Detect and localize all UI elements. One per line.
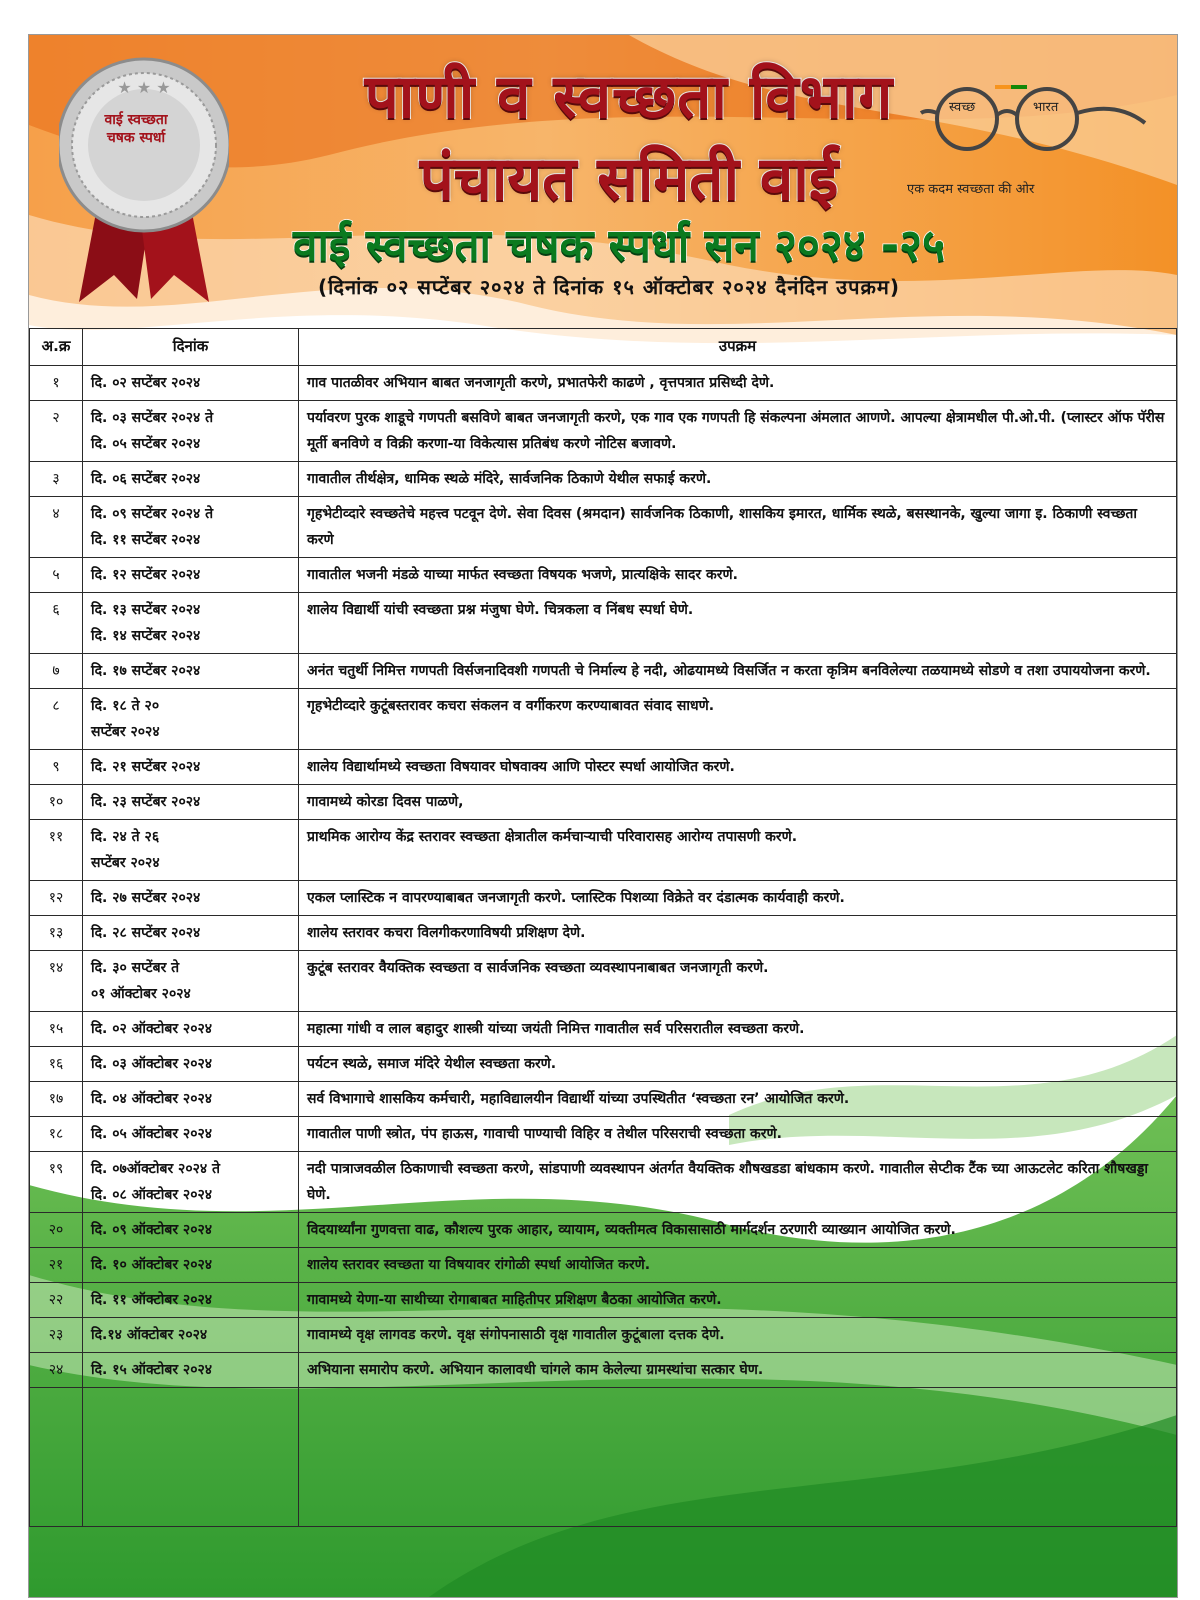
date-line: दि. २४ ते २६ <box>91 829 160 845</box>
page-title-department: पाणी व स्वच्छता विभाग <box>364 62 894 132</box>
activity-description: शालेय स्तरावर कचरा विलगीकरणाविषयी प्रशिक्षण देणे. <box>299 916 1177 951</box>
table-row <box>30 1117 1177 1152</box>
activity-date <box>83 750 299 785</box>
activity-description: एकल प्लास्टिक न वापरण्याबाबत जनजागृती करणे. प्लास्टिक पिशव्या विक्रेते वर दंडात्मक कार्यवाही करणे. <box>299 881 1177 916</box>
activity-date <box>83 1213 299 1248</box>
activity-date <box>83 462 299 497</box>
activity-date <box>83 1248 299 1283</box>
activity-description: गावामध्ये वृक्ष लागवड करणे. वृक्ष संगोपनासाठी वृक्ष गावातील कुटूंबाला दत्तक देणे. <box>299 1318 1177 1353</box>
activity-date <box>83 654 299 689</box>
table-row <box>30 366 1177 401</box>
serial-number: ३ <box>30 462 83 497</box>
activity-date <box>83 1353 299 1388</box>
activity-description: पर्यावरण पुरक शाडूचे गणपती बसविणे बाबत जनजागृती करणे, एक गाव एक गणपती हि संकल्पना अंमलात आणणे. आपल्या क्षेत्रामधील पी.ओ.पी. (प्लास्टर ऑफ पॅरीस मूर्ती बनविणे व विक्री करणा-या विकेत्यास प्रतिबंध करणे नोटिस बजावणे. <box>299 401 1177 462</box>
table-row <box>30 558 1177 593</box>
date-line: दि. ०३ सप्टेंबर २०२४ ते <box>91 410 214 426</box>
activity-description: गावामध्ये कोरडा दिवस पाळणे, <box>299 785 1177 820</box>
activity-schedule-table <box>29 328 1177 1527</box>
serial-number: २० <box>30 1213 83 1248</box>
date-line: सप्टेंबर २०२४ <box>91 855 160 871</box>
activity-description: गृहभेटीव्दारे कुटूंबस्तरावर कचरा संकलन व वर्गीकरण करण्याबावत संवाद साधणे. <box>299 689 1177 750</box>
date-line: दि. २८ सप्टेंबर २०२४ <box>91 925 201 941</box>
activity-description: शालेय विद्यार्थामध्ये स्वच्छता विषयावर घोषवाक्य आणि पोस्टर स्पर्धा आयोजित करणे. <box>299 750 1177 785</box>
serial-number: २१ <box>30 1248 83 1283</box>
serial-number: ४ <box>30 497 83 558</box>
table-row <box>30 1152 1177 1213</box>
date-line: दि. ११ ऑक्टोबर २०२४ <box>91 1292 213 1308</box>
table-header-row <box>30 329 1177 366</box>
logo-tagline: एक कदम स्वच्छता की ओर <box>907 182 1035 197</box>
serial-number: २२ <box>30 1283 83 1318</box>
activity-description: गावामध्ये येणा-या साथीच्या रोगाबाबत माहितीपर प्रशिक्षण बैठका आयोजित करणे. <box>299 1283 1177 1318</box>
spectacles-icon <box>897 83 1147 173</box>
medal-label <box>83 111 189 147</box>
date-line: दि. ०९ ऑक्टोबर २०२४ <box>91 1222 213 1238</box>
serial-number: १७ <box>30 1082 83 1117</box>
table-row <box>30 1213 1177 1248</box>
empty-table-row <box>30 1388 1177 1527</box>
activity-date <box>83 1283 299 1318</box>
serial-number: ७ <box>30 654 83 689</box>
serial-number: १२ <box>30 881 83 916</box>
activity-description: शालेय स्तरावर स्वच्छता या विषयावर रांगोळी स्पर्धा आयोजित करणे. <box>299 1248 1177 1283</box>
activity-date <box>83 951 299 1012</box>
date-line: दि. ०२ सप्टेंबर २०२४ <box>91 375 201 391</box>
serial-number: १९ <box>30 1152 83 1213</box>
activity-date <box>83 881 299 916</box>
date-line: दि. ०२ ऑक्टोबर २०२४ <box>91 1021 213 1037</box>
date-line: दि. ०४ ऑक्टोबर २०२४ <box>91 1091 213 1107</box>
empty-cell <box>83 1388 299 1527</box>
activity-date <box>83 558 299 593</box>
date-line: दि. ०५ ऑक्टोबर २०२४ <box>91 1126 213 1142</box>
activity-description: गावातील भजनी मंडळे याच्या मार्फत स्वच्छता विषयक भजणे, प्रात्यक्षिके सादर करणे. <box>299 558 1177 593</box>
date-line: दि. १४ सप्टेंबर २०२४ <box>91 628 201 644</box>
date-line: दि. २७ सप्टेंबर २०२४ <box>91 890 201 906</box>
activity-description: सर्व विभागाचे शासकिय कर्मचारी, महाविद्यालयीन विद्यार्थी यांच्या उपस्थितीत ‘स्वच्छता रन’ आयोजित करणे. <box>299 1082 1177 1117</box>
activity-description: अनंत चतुर्थी निमित्त गणपती विर्सजनादिवशी गणपती चे निर्माल्य हे नदी, ओढयामध्ये विसर्जित न करता कृत्रिम बनविलेल्या तळयामध्ये सोडणे व तशा उपाययोजना करणे. <box>299 654 1177 689</box>
empty-cell <box>299 1388 1177 1527</box>
activity-description: पर्यटन स्थळे, समाज मंदिरे येथील स्वच्छता करणे. <box>299 1047 1177 1082</box>
table-row <box>30 1248 1177 1283</box>
activity-date <box>83 1152 299 1213</box>
date-line: सप्टेंबर २०२४ <box>91 724 160 740</box>
date-line: दि. १८ ते २० <box>91 698 160 714</box>
activity-description: नदी पात्राजवळील ठिकाणाची स्वच्छता करणे, सांडपाणी व्यवस्थापन अंतर्गत वैयक्तिक शौषखडडा बांधकाम करणे. गावातील सेप्टीक टैंक च्या आऊटलेट करिता शौषखड्डा घेणे. <box>299 1152 1177 1213</box>
activity-date <box>83 689 299 750</box>
date-line: ०१ ऑक्टोबर २०२४ <box>91 986 191 1002</box>
date-line: दि. २३ सप्टेंबर २०२४ <box>91 794 201 810</box>
serial-number: १० <box>30 785 83 820</box>
activity-date <box>83 1047 299 1082</box>
date-line: दि. १७ सप्टेंबर २०२४ <box>91 663 201 679</box>
activity-description: विदयार्थ्यांना गुणवत्ता वाढ, कौशल्य पुरक आहार, व्यायाम, व्यक्तीमत्व विकासासाठी मार्गदर्शन ठरणारी व्याख्यान आयोजित करणे. <box>299 1213 1177 1248</box>
serial-number: ८ <box>30 689 83 750</box>
table-row <box>30 1082 1177 1117</box>
activity-date <box>83 401 299 462</box>
table-row <box>30 916 1177 951</box>
date-range-subtitle: (दिनांक ०२ सप्टेंबर २०२४ ते दिनांक १५ ऑक्टोबर २०२४ दैनंदिन उपक्रम) <box>318 275 900 299</box>
activity-date <box>83 1082 299 1117</box>
activity-description: अभियाना समारोप करणे. अभियान कालावधी चांगले काम केलेल्या ग्रामस्थांचा सत्कार घेण. <box>299 1353 1177 1388</box>
table-row <box>30 593 1177 654</box>
table-row <box>30 951 1177 1012</box>
table-row <box>30 881 1177 916</box>
activity-description: कुटूंब स्तरावर वैयक्तिक स्वच्छता व सार्वजनिक स्वच्छता व्यवस्थापनाबाबत जनजागृती करणे. <box>299 951 1177 1012</box>
serial-number: १४ <box>30 951 83 1012</box>
medal-text-line2: चषक स्पर्धा <box>106 130 166 146</box>
date-line: दि. ०९ सप्टेंबर २०२४ ते <box>91 506 214 522</box>
activity-date <box>83 916 299 951</box>
page-title-office: पंचायत समिती वाई <box>419 144 839 214</box>
serial-number: १८ <box>30 1117 83 1152</box>
activity-date <box>83 497 299 558</box>
activity-date <box>83 1318 299 1353</box>
serial-number: १६ <box>30 1047 83 1082</box>
swachh-bharat-logo <box>897 83 1147 213</box>
serial-number: २३ <box>30 1318 83 1353</box>
column-header-serial: अ.क्र <box>30 329 83 366</box>
activity-description: शालेय विद्यार्थी यांची स्वच्छता प्रश्न मंजुषा घेणे. चित्रकला व निंबध स्पर्धा घेणे. <box>299 593 1177 654</box>
table-row <box>30 1283 1177 1318</box>
table-row <box>30 497 1177 558</box>
empty-cell <box>30 1388 83 1527</box>
date-line: दि. ०३ ऑक्टोबर २०२४ <box>91 1056 213 1072</box>
table-row <box>30 689 1177 750</box>
table-row <box>30 654 1177 689</box>
serial-number: ९ <box>30 750 83 785</box>
competition-title: वाई स्वच्छता चषक स्पर्धा सन २०२४ -२५ <box>293 220 945 271</box>
serial-number: १३ <box>30 916 83 951</box>
date-line: दि. २१ सप्टेंबर २०२४ <box>91 759 201 775</box>
activity-description: गृहभेटीव्दारे स्वच्छतेचे महत्त्व पटवून देणे. सेवा दिवस (श्रमदान) सार्वजनिक ठिकाणी, शासकिय इमारत, धार्मिक स्थळे, बसस्थानके, खुल्या जागा इ. ठिकाणी स्वच्छता करणे <box>299 497 1177 558</box>
date-line: दि. १५ ऑक्टोबर २०२४ <box>91 1362 213 1378</box>
logo-text-swachh: स्वच्छ <box>949 100 976 115</box>
activity-description: गावातील पाणी स्त्रोत, पंप हाऊस, गावाची पाण्याची विहिर व तेथील परिसराची स्वच्छता करणे. <box>299 1117 1177 1152</box>
activity-date <box>83 1012 299 1047</box>
date-line: दि.१४ ऑक्टोबर २०२४ <box>91 1327 208 1343</box>
column-header-activity: उपक्रम <box>299 329 1177 366</box>
serial-number: २ <box>30 401 83 462</box>
logo-text-bharat: भारत <box>1033 100 1059 115</box>
serial-number: ११ <box>30 820 83 881</box>
table-row <box>30 750 1177 785</box>
date-line: दि. १३ सप्टेंबर २०२४ <box>91 602 201 618</box>
date-line: दि. ०८ ऑक्टोबर २०२४ <box>91 1187 213 1203</box>
activity-date <box>83 366 299 401</box>
serial-number: ५ <box>30 558 83 593</box>
activity-date <box>83 593 299 654</box>
table-row <box>30 1353 1177 1388</box>
date-line: दि. ११ सप्टेंबर २०२४ <box>91 532 201 548</box>
table-row <box>30 462 1177 497</box>
activity-description: प्राथमिक आरोग्य केंद्र स्तरावर स्वच्छता क्षेत्रातील कर्मचाऱ्याची परिवारासह आरोग्य तपासणी करणे. <box>299 820 1177 881</box>
serial-number: ६ <box>30 593 83 654</box>
date-line: दि. १० ऑक्टोबर २०२४ <box>91 1257 213 1273</box>
table-row <box>30 785 1177 820</box>
activity-description: गाव पातळीवर अभियान बाबत जनजागृती करणे, प्रभातफेरी काढणे , वृत्तपत्रात प्रसिध्दी देणे. <box>299 366 1177 401</box>
date-line: दि. ०६ सप्टेंबर २०२४ <box>91 471 201 487</box>
medal-text-line1: वाई स्वच्छता <box>104 112 168 128</box>
activity-date <box>83 820 299 881</box>
activity-description: गावातील तीर्थक्षेत्र, धामिक स्थळे मंदिरे, सार्वजनिक ठिकाणे येथील सफाई करणे. <box>299 462 1177 497</box>
table-row <box>30 1047 1177 1082</box>
svg-text:★ ★ ★: ★ ★ ★ <box>117 78 171 97</box>
serial-number: १५ <box>30 1012 83 1047</box>
serial-number: १ <box>30 366 83 401</box>
activity-date <box>83 1117 299 1152</box>
table-row <box>30 401 1177 462</box>
date-line: दि. ३० सप्टेंबर ते <box>91 960 180 976</box>
activity-description: महात्मा गांधी व लाल बहादुर शास्त्री यांच्या जयंती निमित्त गावातील सर्व परिसरातील स्वच्छता करणे. <box>299 1012 1177 1047</box>
column-header-date: दिनांक <box>83 329 299 366</box>
date-line: दि. ०७ऑक्टोबर २०२४ ते <box>91 1161 221 1177</box>
table-row <box>30 1318 1177 1353</box>
poster <box>28 34 1178 1598</box>
table-row <box>30 1012 1177 1047</box>
serial-number: २४ <box>30 1353 83 1388</box>
activity-date <box>83 785 299 820</box>
date-line: दि. ०५ सप्टेंबर २०२४ <box>91 436 201 452</box>
date-line: दि. १२ सप्टेंबर २०२४ <box>91 567 201 583</box>
table-row <box>30 820 1177 881</box>
